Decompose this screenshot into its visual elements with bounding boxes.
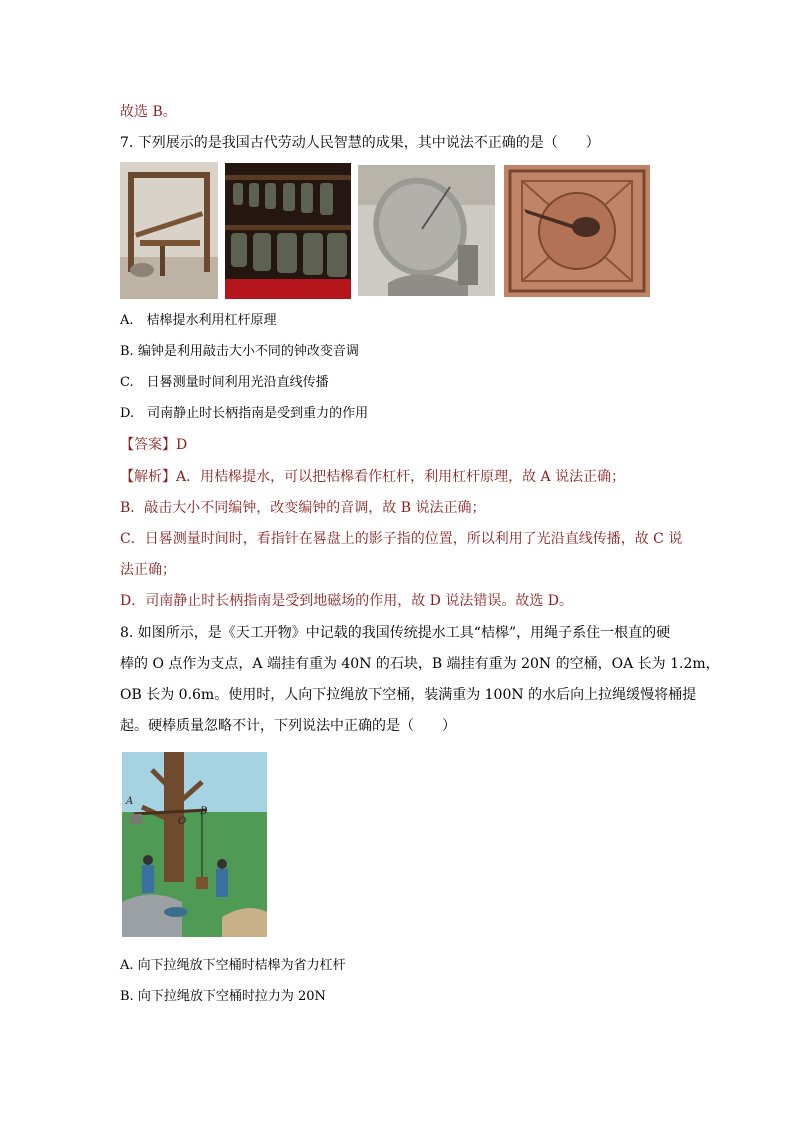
- q7-analysis-line-4: 法正确；: [120, 562, 176, 578]
- question-8-stem-line-4: 起。硬棒质量忽略不计，下列说法中正确的是（ ）: [120, 718, 456, 734]
- q7-answer: 【答案】D: [120, 437, 188, 453]
- question-8-stem-line-3: OB 长为 0.6m。使用时，人向下拉绳放下空桶，装满重为 100N 的水后向上拉绳缓慢将桶提: [120, 687, 697, 703]
- label-o: O: [178, 816, 187, 827]
- q8-option-a: A. 向下拉绳放下空桶时桔槔为省力杠杆: [120, 958, 346, 973]
- bianzhong-photo: [225, 163, 351, 299]
- question-8-stem-line-2: 棒的 O 点作为支点，A 端挂有重为 40N 的石块，B 端挂有重为 20N 的空桶，OA 长为 1.2m，: [120, 656, 720, 672]
- previous-answer-conclusion: 故选 B。: [120, 104, 177, 120]
- q7-analysis-line-3: C．日晷测量时间时，看指针在晷盘上的影子指的位置，所以利用了光沿直线传播，故 C 说: [120, 531, 683, 547]
- label-a: A: [126, 796, 134, 807]
- jiegao-illustration: [122, 752, 267, 937]
- q8-option-b: B. 向下拉绳放下空桶时拉力为 20N: [120, 989, 326, 1004]
- q7-analysis-line-1: 【解析】A．用桔槔提水，可以把桔槔看作杠杆，利用杠杆原理，故 A 说法正确；: [120, 469, 626, 485]
- sinan-photo: [504, 165, 650, 297]
- q7-option-a: A. 桔槔提水利用杠杆原理: [120, 313, 277, 328]
- question-8-stem-line-1: 8. 如图所示，是《天工开物》中记载的我国传统提水工具“桔槔”，用绳子系住一根直的硬: [120, 625, 671, 641]
- q7-option-d: D. 司南静止时长柄指南是受到重力的作用: [120, 406, 369, 421]
- question-7-stem: 7. 下列展示的是我国古代劳动人民智慧的成果，其中说法不正确的是（ ）: [120, 135, 600, 151]
- q7-analysis-line-2: B．敲击大小不同编钟，改变编钟的音调，故 B 说法正确；: [120, 500, 486, 516]
- jiegao-photo: [120, 162, 218, 299]
- q7-analysis-line-5: D．司南静止时长柄指南是受到地磁场的作用，故 D 说法错误。故选 D。: [120, 593, 574, 609]
- label-b: B: [200, 806, 208, 817]
- sundial-photo: [358, 165, 495, 296]
- q7-option-b: B. 编钟是利用敲击大小不同的钟改变音调: [120, 344, 359, 359]
- q7-option-c: C. 日晷测量时间利用光沿直线传播: [120, 375, 329, 390]
